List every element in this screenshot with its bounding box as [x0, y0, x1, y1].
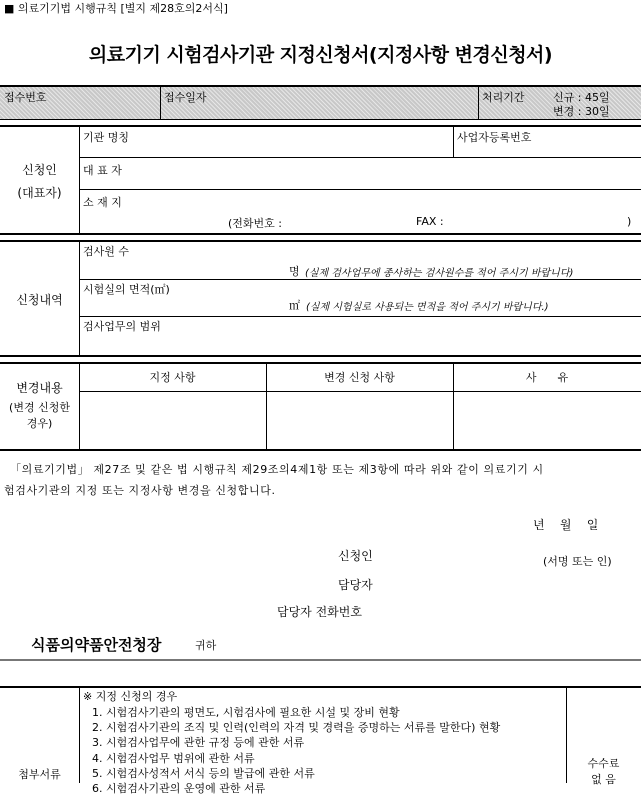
attachment-item: 6. 시험검사기관의 운영에 관한 서류	[92, 782, 266, 796]
changes-section-sublabel-2: 경우)	[26, 417, 53, 430]
col-designated-items: 지정 사항	[149, 371, 196, 384]
receipt-date-label: 접수일자	[164, 91, 207, 104]
fax-field[interactable]	[445, 213, 625, 229]
signature-hint: (서명 또는 인)	[543, 555, 612, 568]
applicant-sign-label: 신청인	[338, 549, 373, 563]
address-field[interactable]	[150, 191, 638, 211]
attachment-item: 1. 시험검사기관의 평면도, 시험검사에 필요한 시설 및 장비 현황	[92, 706, 400, 719]
staff-count-unit: 명	[289, 265, 300, 278]
form-title: 의료기기 시험검사기관 지정신청서(지정사항 변경신청서)	[88, 44, 553, 66]
form-reference-note: ■ 의료기기법 시행규칙 [별지 제28호의2서식]	[4, 2, 228, 15]
officer-label: 담당자	[338, 578, 373, 592]
applicant-sign-field[interactable]	[385, 544, 525, 564]
lab-area-unit: ㎡	[289, 299, 300, 312]
changes-section-label: 변경내용	[16, 381, 63, 395]
col-reason: 사 유	[525, 371, 569, 384]
recipient-suffix: 귀하	[195, 639, 217, 652]
fax-label: FAX :	[416, 215, 444, 228]
org-name-field[interactable]	[150, 128, 450, 154]
officer-field[interactable]	[385, 573, 585, 593]
recipient-name: 식품의약품안전청장	[31, 636, 162, 654]
processing-period-label: 처리기간	[482, 91, 525, 104]
officer-phone-label: 담당자 전화번호	[277, 605, 362, 619]
attachment-item: 5. 시험검사성적서 서식 등의 발급에 관한 서류	[92, 766, 315, 780]
statement-line-2: 험검사기관의 지정 또는 지정사항 변경을 신청합니다.	[4, 484, 276, 497]
changes-section-sublabel-1: (변경 신청한	[9, 401, 70, 414]
processing-period-change: 변경 : 30일	[553, 105, 610, 118]
officer-phone-field[interactable]	[385, 600, 585, 620]
phone-field[interactable]	[290, 213, 410, 229]
fee-value: 없 음	[591, 773, 616, 786]
statement-line-1: 「의료기기법」 제27조 및 같은 법 시행규칙 제29조의4제1항 또는 제3항에 따라 위와 같이 의료기기 시	[10, 463, 544, 476]
fee-label: 수수료	[587, 757, 620, 770]
staff-count-note: (실제 검사업무에 종사하는 검사원수를 적어 주시기 바랍니다)	[305, 268, 574, 279]
lab-area-note: (실제 시험실로 사용되는 면적을 적어 주시기 바랍니다.)	[306, 302, 549, 313]
business-registration-label: 사업자등록번호	[457, 131, 532, 144]
staff-count-field[interactable]	[150, 244, 280, 274]
attachments-list	[92, 705, 500, 796]
requested-changes-field[interactable]	[268, 393, 451, 447]
lab-area-field[interactable]	[200, 282, 280, 312]
col-requested-changes: 변경 신청 사항	[324, 371, 395, 384]
lab-area-label: 시험실의 면적(㎡)	[83, 283, 170, 296]
attachments-case-title: ※ 지정 신청의 경우	[83, 690, 178, 703]
designated-items-field[interactable]	[81, 393, 264, 447]
receipt-row	[0, 85, 641, 119]
date-line: 년 월 일	[533, 518, 599, 532]
scope-label: 검사업무의 범위	[83, 320, 161, 333]
reason-field[interactable]	[455, 393, 639, 447]
staff-count-label: 검사원 수	[83, 245, 130, 258]
representative-field[interactable]	[150, 159, 638, 187]
applicant-section-sublabel: (대표자)	[17, 186, 62, 200]
receipt-number-label: 접수번호	[4, 91, 47, 104]
org-name-label: 기관 명칭	[83, 131, 130, 144]
closing-paren: )	[627, 215, 632, 228]
processing-period-new: 신규 : 45일	[553, 91, 610, 104]
attachment-item: 4. 시험검사업무 범위에 관한 서류	[92, 751, 255, 765]
representative-label: 대 표 자	[83, 164, 122, 177]
phone-label: (전화번호 :	[228, 217, 282, 230]
attachments-label: 첨부서류	[18, 768, 61, 781]
attachment-item: 3. 시험검사업무에 관한 규정 등에 관한 서류	[92, 736, 305, 750]
applicant-section-label: 신청인	[22, 163, 57, 177]
business-registration-field[interactable]	[455, 145, 639, 156]
address-label: 소 재 지	[83, 196, 122, 209]
details-section-label: 신청내역	[16, 293, 63, 307]
scope-field[interactable]	[82, 334, 638, 353]
attachment-item: 2. 시험검사기관의 조직 및 인력(인력의 자격 및 경력을 증명하는 서류를 말한다) 현황	[92, 721, 501, 735]
